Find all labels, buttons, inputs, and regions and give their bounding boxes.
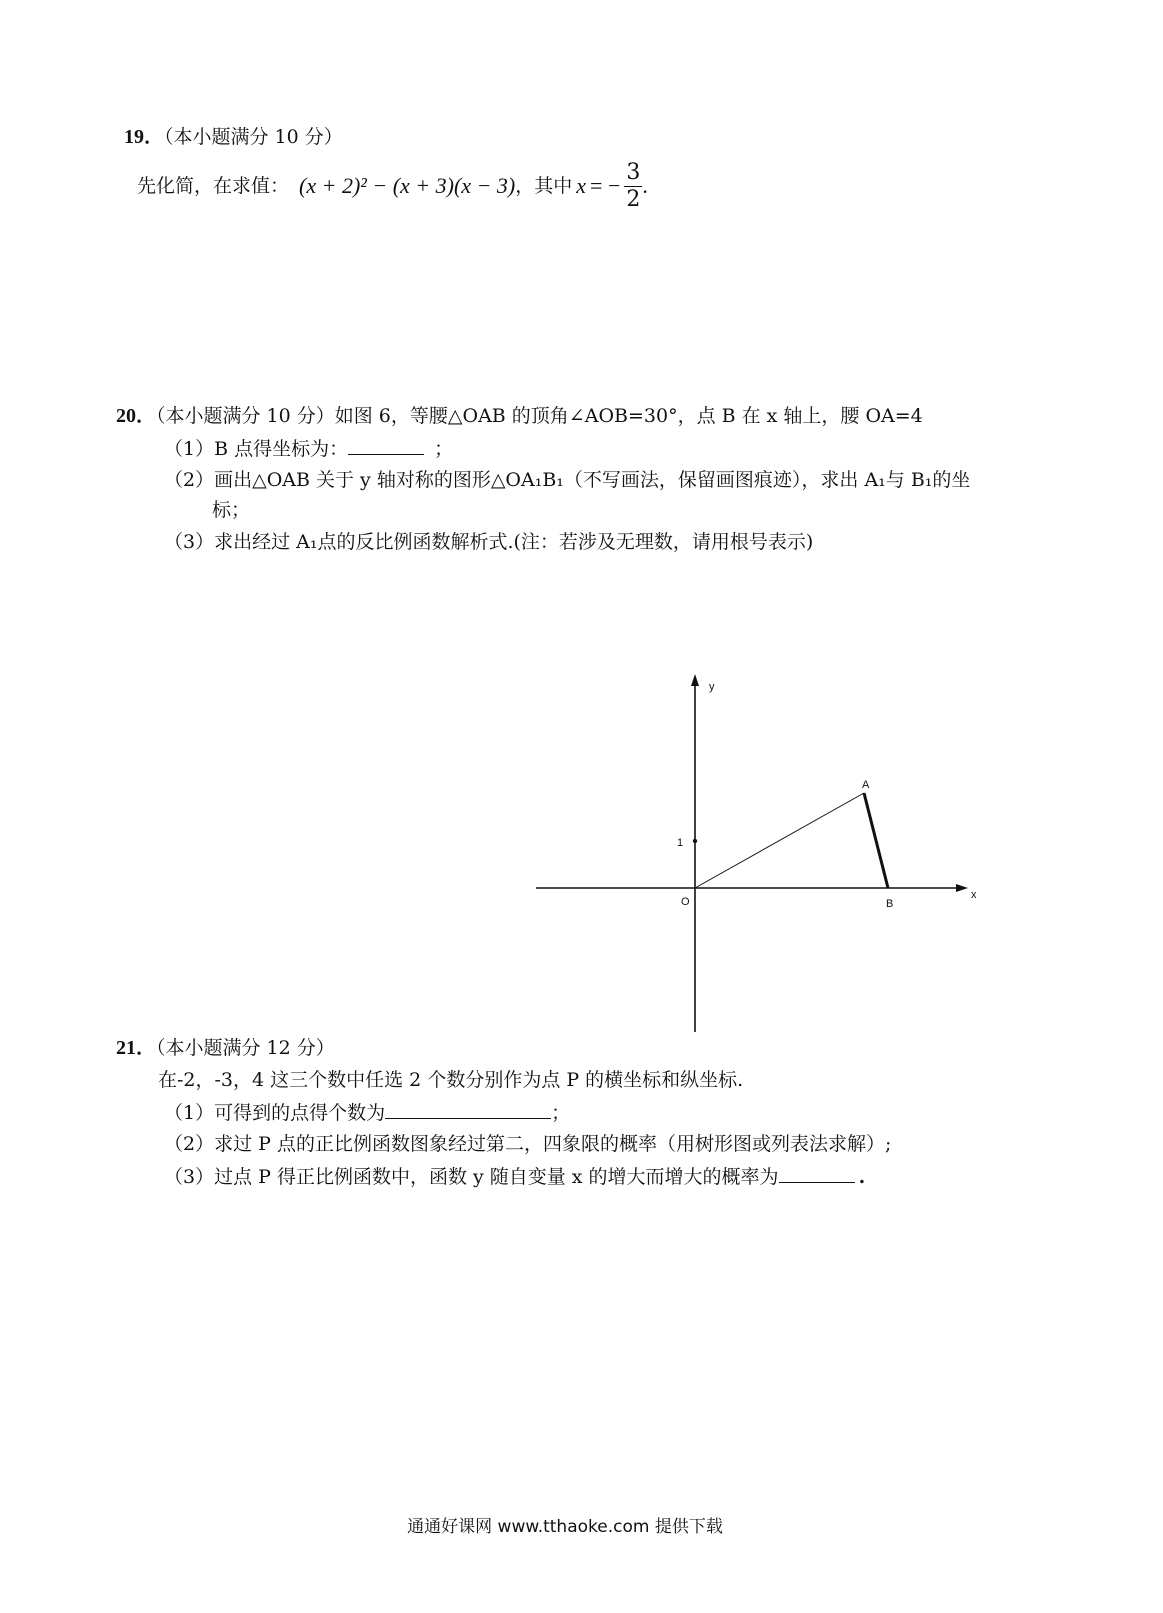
q19-mid: ，其中 xyxy=(515,175,573,197)
q21-number: 21． xyxy=(116,1037,156,1059)
q20-header: （本小题满分 10 分）如图 6，等腰△OAB 的顶角∠AOB=30°，点 B 在 x 轴上，腰 OA=4 xyxy=(156,405,923,427)
q20-part2-line2: 标； xyxy=(212,499,251,521)
q21-points: （本小题满分 12 分） xyxy=(156,1037,335,1059)
q19-number: 19． xyxy=(124,126,164,148)
y-tick-1 xyxy=(693,839,697,843)
q19-heading xyxy=(124,120,343,149)
q20-number: 20． xyxy=(116,405,156,427)
q21-part1-blank xyxy=(385,1100,551,1119)
q19-frac-den: 2 xyxy=(626,186,641,212)
q19-equals-neg: = − xyxy=(590,173,621,198)
q19-expression: (x + 2)² − (x + 3)(x − 3) xyxy=(299,173,516,198)
segment-oa xyxy=(695,793,864,888)
y-axis-arrow xyxy=(691,674,699,686)
coordinate-figure xyxy=(520,660,990,1040)
q20-part1 xyxy=(164,436,453,461)
q19-fraction xyxy=(624,160,642,213)
q19-prefix: 先化简，在求值： xyxy=(137,175,290,197)
q19-frac-num: 3 xyxy=(626,159,641,185)
q21-intro: 在-2，-3，4 这三个数中任选 2 个数分别作为点 P 的横坐标和纵坐标. xyxy=(158,1069,744,1091)
x-axis-arrow xyxy=(956,884,968,892)
q21-part3-end: . xyxy=(858,1166,866,1188)
x-axis-label: x xyxy=(971,889,977,901)
q19-end: . xyxy=(642,173,648,198)
q19-x-var: x xyxy=(576,173,587,198)
y-axis-label: y xyxy=(709,681,715,693)
footer-text: 通通好课网 www.tthaoke.com 提供下载 xyxy=(407,1517,723,1537)
q21-part3 xyxy=(164,1164,865,1189)
point-b-label: B xyxy=(886,898,894,910)
q21-part1 xyxy=(164,1100,570,1125)
segment-ab xyxy=(864,793,888,888)
q21-part1-text: （1）可得到的点得个数为 xyxy=(164,1102,386,1124)
q21-part3-blank xyxy=(779,1164,855,1183)
q19-statement xyxy=(137,156,648,216)
q20-part1-end: ； xyxy=(434,438,454,460)
q20-heading xyxy=(116,404,923,428)
q21-heading xyxy=(116,1036,335,1060)
q19-points: （本小题满分 10 分） xyxy=(164,126,343,148)
point-a-label: A xyxy=(862,779,870,791)
q20-part1-text: （1）B 点得坐标为： xyxy=(164,438,349,460)
q21-part2: （2）求过 P 点的正比例函数图象经过第二，四象限的概率（用树形图或列表法求解）; xyxy=(164,1133,892,1155)
q20-part2-line1: （2）画出△OAB 关于 y 轴对称的图形△OA₁B₁（不写画法，保留画图痕迹），求出 A₁与 B₁的坐 xyxy=(164,469,971,491)
q21-part3-text: （3）过点 P 得正比例函数中，函数 y 随自变量 x 的增大而增大的概率为 xyxy=(164,1166,779,1188)
tick-label-1: 1 xyxy=(677,837,684,849)
origin-label: O xyxy=(681,896,690,908)
q21-part1-end: ； xyxy=(551,1102,571,1124)
q20-part1-blank xyxy=(348,436,424,455)
q20-part3: （3）求出经过 A₁点的反比例函数解析式.(注：若涉及无理数，请用根号表示) xyxy=(164,531,814,553)
